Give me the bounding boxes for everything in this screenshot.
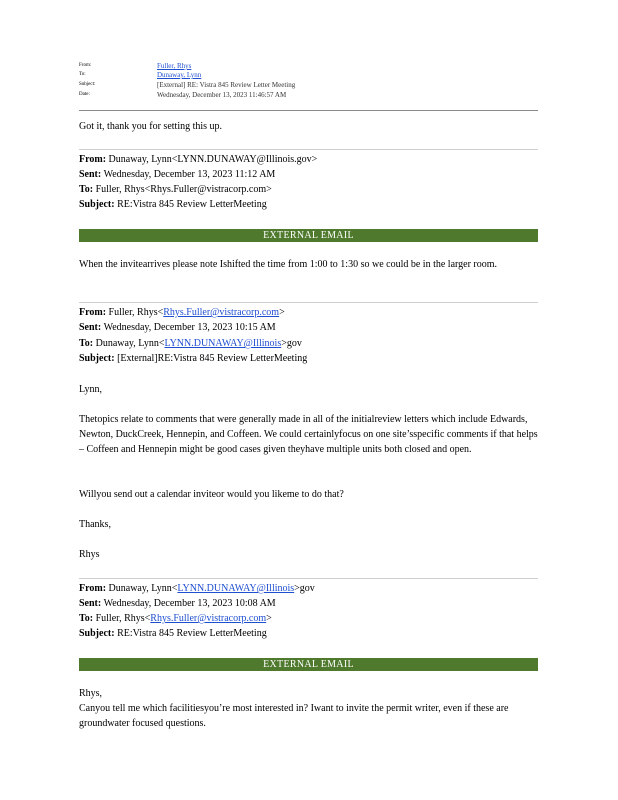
email3-from-link[interactable]: LYNN.DUNAWAY@Illinois <box>177 583 295 594</box>
email1-to <box>79 182 272 198</box>
email1-from-value: Dunaway, Lynn<LYNN.DUNAWAY@Illinois.gov> <box>108 154 318 165</box>
email3-to-name: Fuller, Rhys< <box>95 613 151 624</box>
email2-from <box>79 305 285 321</box>
header-divider <box>79 110 538 111</box>
email2-to-label: To: <box>79 338 94 349</box>
email3-sent-label: Sent: <box>79 598 102 609</box>
email1-from <box>79 152 317 168</box>
email2-thanks: Thanks, <box>79 519 111 530</box>
email1-sent-value: Wednesday, December 13, 2023 11:12 AM <box>103 169 276 180</box>
email3-to-link[interactable]: Rhys.Fuller@vistracorp.com <box>150 613 267 624</box>
external-email-banner: EXTERNAL EMAIL <box>79 658 538 671</box>
header-to-label: To: <box>79 72 86 77</box>
email2-subject-value: [External]RE:Vistra 845 Review LetterMeeting <box>117 353 308 364</box>
email2-from-name: Fuller, Rhys< <box>108 307 164 318</box>
header-date-value: Wednesday, December 13, 2023 11:46:57 AM <box>157 91 287 99</box>
header-date-label: Date: <box>79 92 90 97</box>
email3-from-end: >gov <box>294 583 315 594</box>
email2-paragraph-2: Willyou send out a calendar inviteor would you likeme to do that? <box>79 489 344 500</box>
email1-subject <box>79 197 267 213</box>
email2-to-name: Dunaway, Lynn< <box>95 338 165 349</box>
email3-from-name: Dunaway, Lynn< <box>108 583 178 594</box>
email3-to <box>79 611 272 627</box>
header-from-label: From: <box>79 63 92 68</box>
email2-from-label: From: <box>79 307 107 318</box>
email3-from-label: From: <box>79 583 107 594</box>
header-from-value[interactable]: Fuller, Rhys <box>157 62 192 70</box>
email2-to-end: >gov <box>281 338 302 349</box>
email3-subject-value: RE:Vistra 845 Review LetterMeeting <box>117 628 267 639</box>
email2-sent <box>79 320 276 336</box>
email1-body: When the invitearrives please note Ishifted the time from 1:00 to 1:30 so we could be in the larger room. <box>79 259 498 270</box>
email3-sent <box>79 596 276 612</box>
email3-from <box>79 581 315 597</box>
email3-body: Canyou tell me which facilitiesyou’re most interested in? Iwant to invite the permit writer, even if these are groundwater focused questions. <box>79 703 509 729</box>
email3-subject <box>79 626 267 642</box>
external-email-banner: EXTERNAL EMAIL <box>79 229 538 242</box>
email2-to-link[interactable]: LYNN.DUNAWAY@Illinois <box>164 338 282 349</box>
email3-to-label: To: <box>79 613 94 624</box>
email1-divider <box>79 149 538 150</box>
email2-from-link[interactable]: Rhys.Fuller@vistracorp.com <box>163 307 280 318</box>
email1-from-label: From: <box>79 154 107 165</box>
header-subject-value: [External] RE: Vistra 845 Review Letter Meeting <box>157 81 296 89</box>
email2-greeting: Lynn, <box>79 384 103 395</box>
email2-sent-value: Wednesday, December 13, 2023 10:15 AM <box>103 322 276 333</box>
email2-subject-label: Subject: <box>79 353 115 364</box>
email2-to <box>79 336 302 352</box>
email1-subject-value: RE:Vistra 845 Review LetterMeeting <box>117 199 267 210</box>
header-to-value[interactable]: Dunaway, Lynn <box>157 71 202 79</box>
email3-divider <box>79 578 538 579</box>
email2-from-end: > <box>279 307 285 318</box>
email3-subject-label: Subject: <box>79 628 115 639</box>
reply-body: Got it, thank you for setting this up. <box>79 121 223 132</box>
email3-greeting: Rhys, <box>79 688 103 699</box>
email1-sent <box>79 167 275 183</box>
email1-sent-label: Sent: <box>79 169 102 180</box>
header-subject-label: Subject: <box>79 82 96 87</box>
email1-to-label: To: <box>79 184 94 195</box>
email1-subject-label: Subject: <box>79 199 115 210</box>
email3-to-end: > <box>266 613 272 624</box>
email2-signature: Rhys <box>79 549 100 560</box>
email2-subject <box>79 351 307 367</box>
email2-sent-label: Sent: <box>79 322 102 333</box>
email3-sent-value: Wednesday, December 13, 2023 10:08 AM <box>103 598 276 609</box>
email2-divider <box>79 302 538 303</box>
email1-to-value: Fuller, Rhys<Rhys.Fuller@vistracorp.com> <box>95 184 272 195</box>
email2-paragraph-1: Thetopics relate to comments that were generally made in all of the initialreview letters which include Edwards, Newton, DuckCreek, Hennepin, and Coffeen. We could certainlyfocus on one site’sspecific comments if that helps – Coffeen and Hennepin might be good cases given theyhave multiple units both closed and open. <box>79 414 538 455</box>
